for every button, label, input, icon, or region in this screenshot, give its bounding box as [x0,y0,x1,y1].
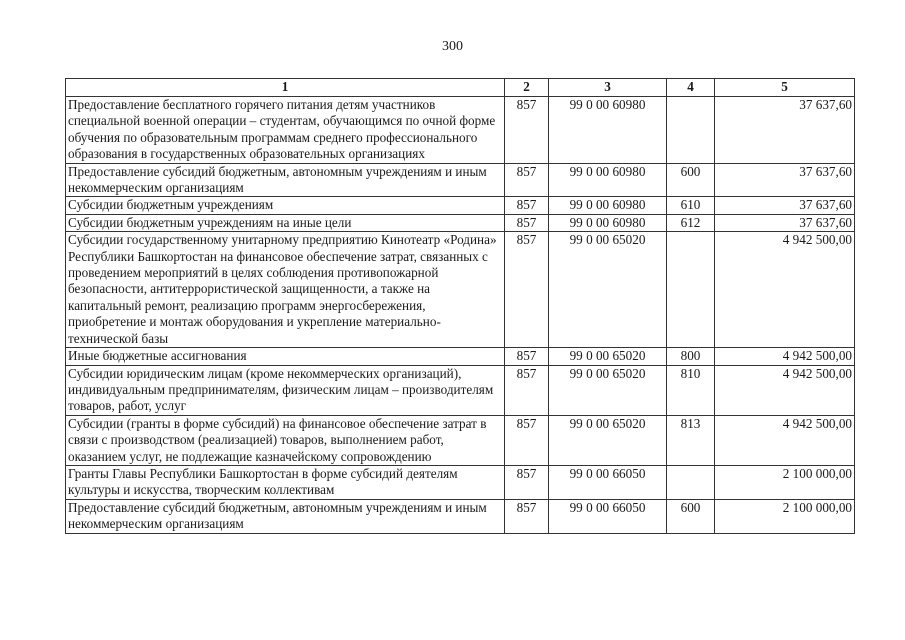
table-row [66,232,855,348]
row-code-2: 857 [505,163,549,197]
row-code-3: 99 0 00 66050 [549,499,667,533]
table-row [66,365,855,415]
row-code-3: 99 0 00 60980 [549,97,667,164]
row-code-4: 612 [667,214,715,231]
row-code-3: 99 0 00 65020 [549,365,667,415]
row-name: Иные бюджетные ассигнования [66,348,505,365]
row-code-4: 600 [667,499,715,533]
row-name: Предоставление субсидий бюджетным, автономным учреждениям и иным некоммерческим организациям [66,499,505,533]
row-code-2: 857 [505,465,549,499]
table-header-row [66,79,855,97]
row-code-3: 99 0 00 60980 [549,163,667,197]
row-code-2: 857 [505,232,549,348]
page-number: 300 [442,39,463,54]
table-row [66,499,855,533]
row-code-2: 857 [505,415,549,465]
table-row [66,465,855,499]
row-amount: 37 637,60 [715,197,855,214]
row-code-3: 99 0 00 65020 [549,415,667,465]
table-row [66,214,855,231]
header-col-2: 2 [505,79,549,97]
table-row [66,348,855,365]
row-amount: 4 942 500,00 [715,365,855,415]
row-code-2: 857 [505,499,549,533]
header-col-5: 5 [715,79,855,97]
row-name: Субсидии бюджетным учреждениям [66,197,505,214]
row-code-4: 600 [667,163,715,197]
row-name: Субсидии бюджетным учреждениям на иные цели [66,214,505,231]
row-amount: 37 637,60 [715,97,855,164]
row-amount: 37 637,60 [715,163,855,197]
row-code-4: 800 [667,348,715,365]
row-name: Предоставление бесплатного горячего питания детям участников специальной военной операции – студентам, обучающимся по очной форме обучения по образовательным программам среднего профессионального образования в государственных образовательных организациях [66,97,505,164]
table-row [66,163,855,197]
row-name: Субсидии юридическим лицам (кроме некоммерческих организаций), индивидуальным предпринимателям, физическим лицам – производителям товаров, работ, услуг [66,365,505,415]
row-code-4 [667,465,715,499]
header-col-1: 1 [66,79,505,97]
row-amount: 2 100 000,00 [715,499,855,533]
table-row [66,415,855,465]
row-code-4 [667,97,715,164]
header-col-4: 4 [667,79,715,97]
row-code-2: 857 [505,97,549,164]
row-amount: 37 637,60 [715,214,855,231]
row-code-4: 810 [667,365,715,415]
table-row [66,97,855,164]
row-code-2: 857 [505,197,549,214]
row-name: Гранты Главы Республики Башкортостан в форме субсидий деятелям культуры и искусства, творческим коллективам [66,465,505,499]
row-amount: 4 942 500,00 [715,232,855,348]
row-name: Субсидии государственному унитарному предприятию Кинотеатр «Родина» Республики Башкортостан на финансовое обеспечение затрат, связанных с проведением мероприятий в целях соблюдения противопожарной безопасности, антитеррористической защищенности, а также на капитальный ремонт, реализацию программ энергосбережения, приобретение и монтаж оборудования и укрепление материально-технической базы [66,232,505,348]
row-code-2: 857 [505,365,549,415]
row-code-2: 857 [505,348,549,365]
row-code-4: 610 [667,197,715,214]
row-name: Предоставление субсидий бюджетным, автономным учреждениям и иным некоммерческим организациям [66,163,505,197]
row-code-4: 813 [667,415,715,465]
row-amount: 2 100 000,00 [715,465,855,499]
header-col-3: 3 [549,79,667,97]
row-name: Субсидии (гранты в форме субсидий) на финансовое обеспечение затрат в связи с производством (реализацией) товаров, выполнением работ, оказанием услуг, не подлежащие казначейскому сопровождению [66,415,505,465]
table-row [66,197,855,214]
row-code-3: 99 0 00 65020 [549,348,667,365]
row-code-4 [667,232,715,348]
row-code-3: 99 0 00 60980 [549,214,667,231]
row-code-3: 99 0 00 65020 [549,232,667,348]
budget-table [65,78,855,534]
row-code-2: 857 [505,214,549,231]
row-code-3: 99 0 00 66050 [549,465,667,499]
row-amount: 4 942 500,00 [715,415,855,465]
row-amount: 4 942 500,00 [715,348,855,365]
row-code-3: 99 0 00 60980 [549,197,667,214]
